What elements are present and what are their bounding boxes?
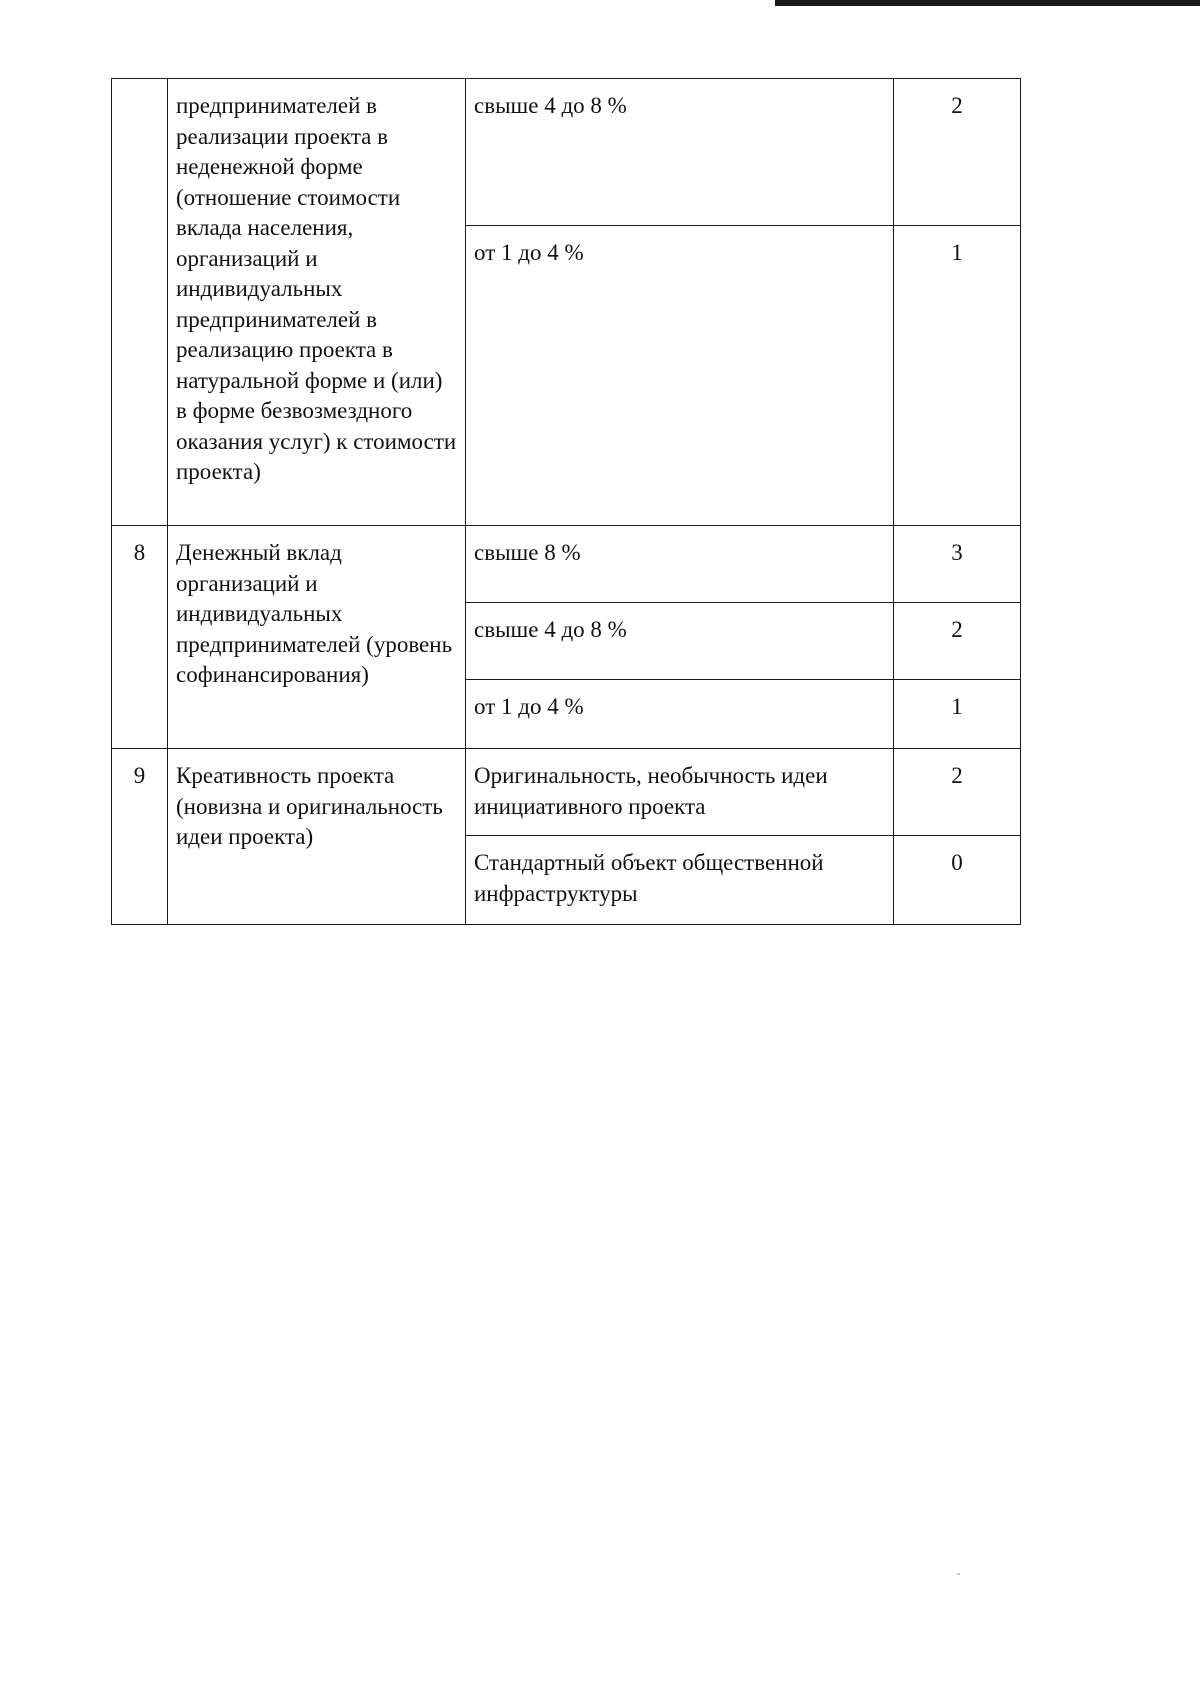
criterion-text: предпринимателей в реализации проекта в неденежной форме (отношение стоимости вклада населения, организаций и индивидуальных предпринимателей в реализацию проекта в натуральной форме и (или) в форме безвозмездного оказания услуг) к стоимости проекта) — [168, 79, 466, 526]
points-value: 2 — [894, 79, 1021, 226]
level-label: свыше 8 % — [466, 526, 894, 603]
criterion-text: Денежный вклад организаций и индивидуальных предпринимателей (уровень софинансирования) — [168, 526, 466, 749]
level-label: Стандартный объект общественной инфраструктуры — [466, 836, 894, 925]
table-row — [112, 526, 1021, 603]
points-value: 1 — [894, 680, 1021, 749]
points-value: 2 — [894, 603, 1021, 680]
scan-edge-shadow — [775, 0, 1200, 6]
points-value: 1 — [894, 226, 1021, 526]
level-label: от 1 до 4 % — [466, 226, 894, 526]
table-row — [112, 79, 1021, 226]
level-label: свыше 4 до 8 % — [466, 79, 894, 226]
points-value: 3 — [894, 526, 1021, 603]
row-number: 9 — [112, 749, 168, 925]
level-label: свыше 4 до 8 % — [466, 603, 894, 680]
row-number: 8 — [112, 526, 168, 749]
points-value: 0 — [894, 836, 1021, 925]
criterion-text: Креативность проекта (новизна и оригинальность идеи проекта) — [168, 749, 466, 925]
table-row — [112, 749, 1021, 836]
criteria-table — [111, 78, 1021, 925]
points-value: 2 — [894, 749, 1021, 836]
level-label: Оригинальность, необычность идеи инициативного проекта — [466, 749, 894, 836]
level-label: от 1 до 4 % — [466, 680, 894, 749]
scan-speck — [957, 1573, 960, 1575]
row-number — [112, 79, 168, 526]
